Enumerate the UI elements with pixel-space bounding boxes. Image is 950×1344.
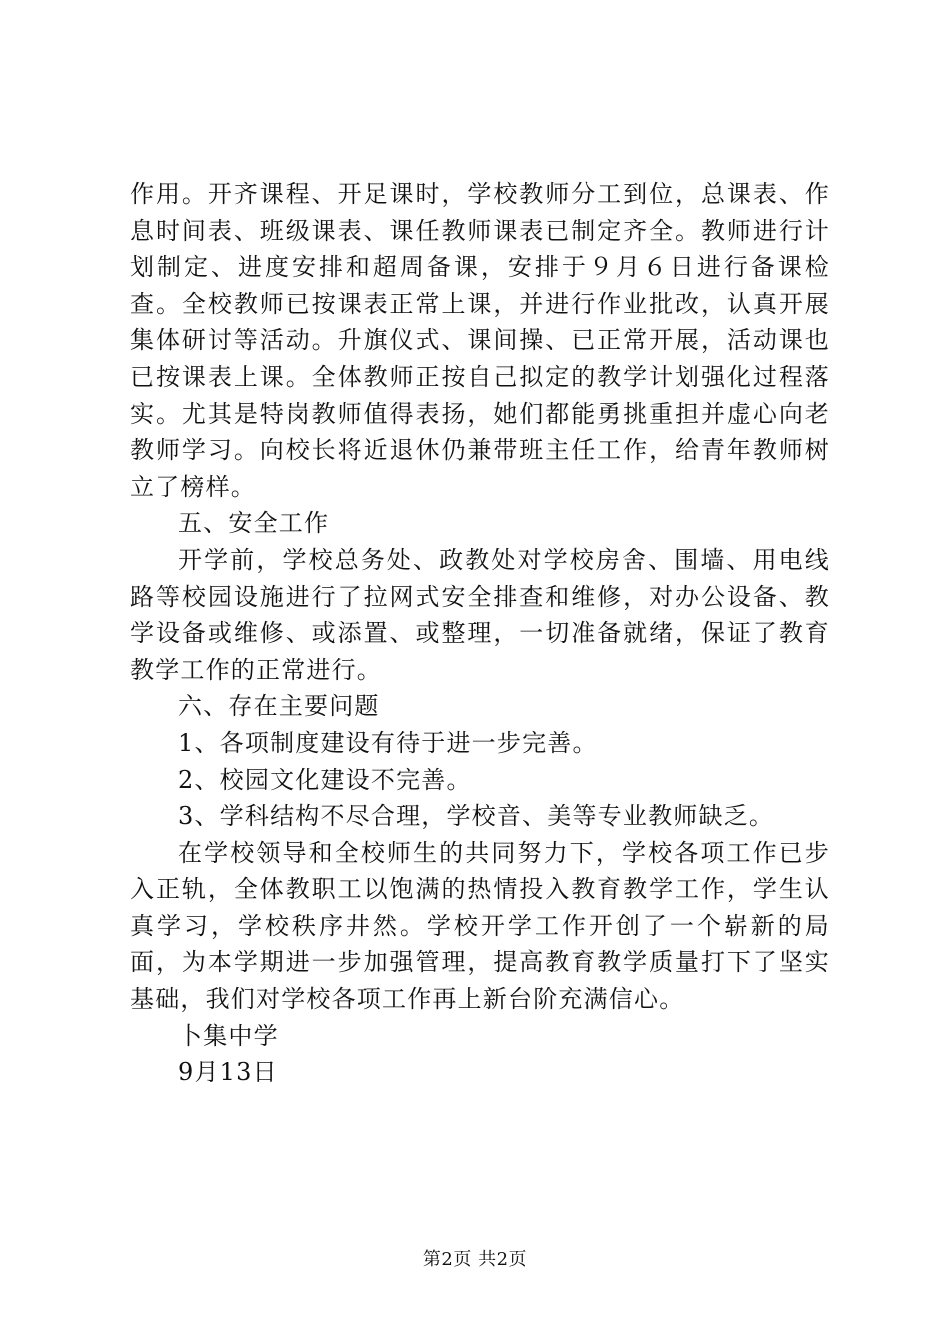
section-heading-safety: 五、安全工作 — [178, 509, 330, 538]
paragraph-teaching-continued: 作用。开齐课程、开足课时，学校教师分工到位，总课表、作息时间表、班级课表、课任教师课表已制定齐全。教师进行计划制定、进度安排和超周备课，安排于９月６日进行备课检查。全校教师已按课表正常上课，并进行作业批改，认真开展集体研讨等活动。升旗仪式、课间操、已正常开展，活动课也已按课表上课。全体教师正按自己拟定的教学计划强化过程落实。尤其是特岗教师值得表扬，她们都能勇挑重担并虚心向老教师学习。向校长将近退休仍兼带班主任工作，给青年教师树立了榜样。 — [130, 180, 830, 501]
signature-school: 卜集中学 — [178, 1021, 279, 1050]
problem-item-2: 2、校园文化建设不完善。 — [178, 765, 472, 794]
problem-item-1: 1、各项制度建设有待于进一步完善。 — [178, 728, 598, 757]
paragraph-conclusion: 在学校领导和全校师生的共同努力下，学校各项工作已步入正轨，全体教职工以饱满的热情投入教育教学工作，学生认真学习，学校秩序井然。学校开学工作开创了一个崭新的局面，为本学期进一步加强管理，提高教育教学质量打下了坚实基础，我们对学校各项工作再上新台阶充满信心。 — [130, 838, 830, 1014]
signature-date: 9月13日 — [178, 1058, 278, 1087]
problem-item-3: 3、学科结构不尽合理，学校音、美等专业教师缺乏。 — [178, 802, 775, 831]
page-footer: 第2页 共2页 — [422, 1249, 528, 1270]
document-body — [130, 176, 830, 1091]
paragraph-safety: 开学前，学校总务处、政教处对学校房舍、围墙、用电线路等校园设施进行了拉网式安全排查和维修，对办公设备、教学设备或维修、或添置、或整理，一切准备就绪，保证了教育教学工作的正常进行。 — [130, 545, 830, 684]
section-heading-problems: 六、存在主要问题 — [178, 692, 380, 721]
